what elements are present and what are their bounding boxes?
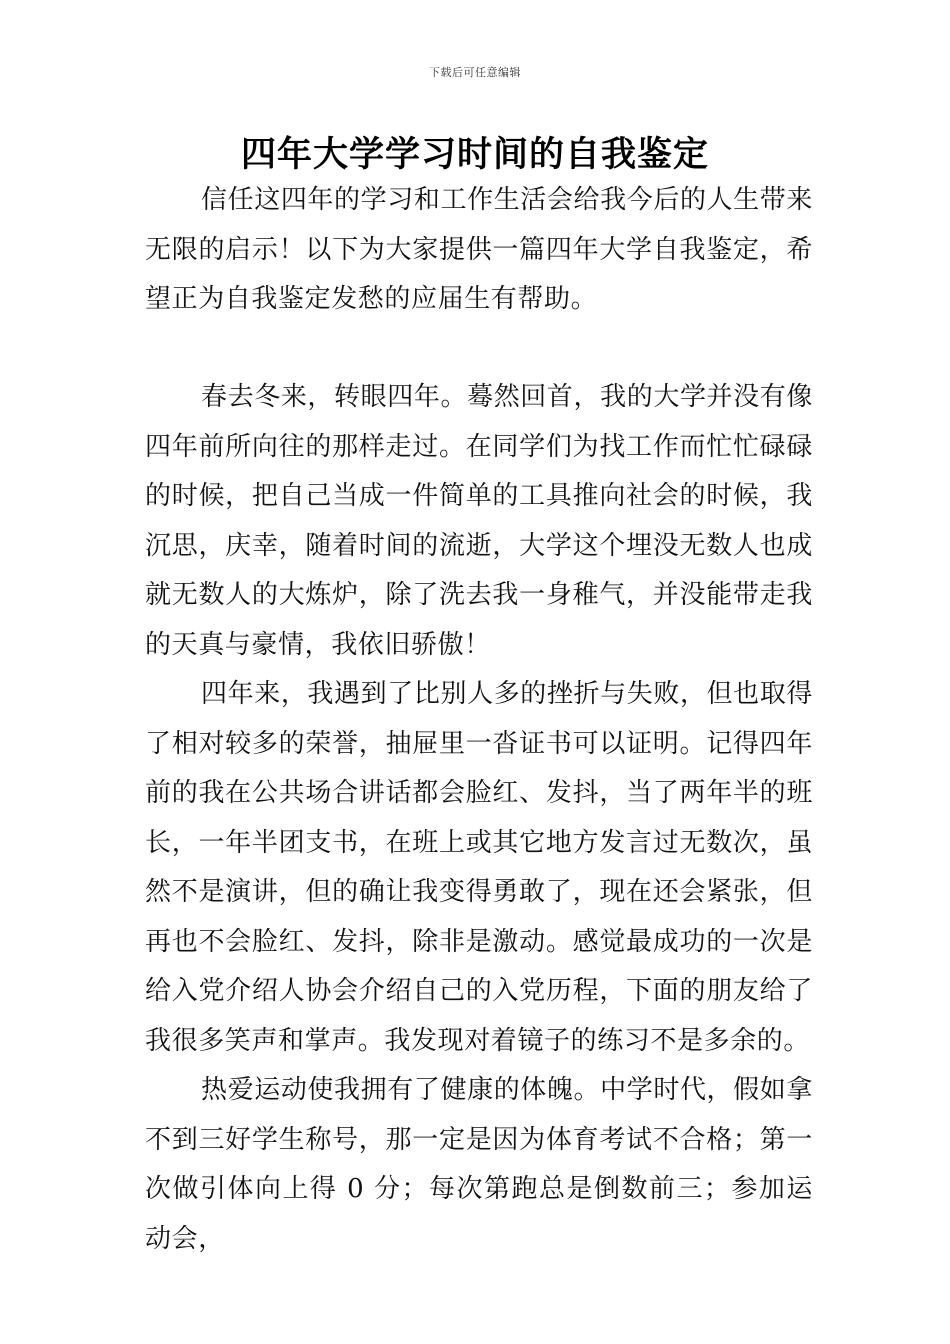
page-header-note: 下载后可任意编辑: [429, 66, 521, 79]
body-paragraph-2: 四年来，我遇到了比别人多的挫折与失败，但也取得了相对较多的荣誉，抽屉里一沓证书可以证明。记得四年前的我在公共场合讲话都会脸红、发抖，当了两年半的班长，一年半团支书，在班上或其它地方发言过无数次，虽然不是演讲，但的确让我变得勇敢了，现在还会紧张，但再也不会脸红、发抖，除非是激动。感觉最成功的一次是给入党介绍人协会介绍自己的入党历程，下面的朋友给了我很多笑声和掌声。我发现对着镜子的练习不是多余的。: [145, 679, 813, 1056]
document-title: 四年大学学习时间的自我鉴定: [240, 135, 709, 175]
body-paragraph-3: 热爱运动使我拥有了健康的体魄。中学时代，假如拿不到三好学生称号，那一定是因为体育考试不合格；第一次做引体向上得 0 分；每次第跑总是倒数前三；参加运动会，: [145, 1075, 813, 1254]
body-paragraph-1: 春去冬来，转眼四年。蓦然回首，我的大学并没有像四年前所向往的那样走过。在同学们为找工作而忙忙碌碌的时候，把自己当成一件简单的工具推向社会的时候，我沉思，庆幸，随着时间的流逝，大学这个埋没无数人也成就无数人的大炼炉，除了洗去我一身稚气，并没能带走我的天真与豪情，我依旧骄傲！: [145, 382, 813, 660]
intro-paragraph: 信任这四年的学习和工作生活会给我今后的人生带来无限的启示！以下为大家提供一篇四年大学自我鉴定，希望正为自我鉴定发愁的应届生有帮助。: [145, 185, 813, 314]
